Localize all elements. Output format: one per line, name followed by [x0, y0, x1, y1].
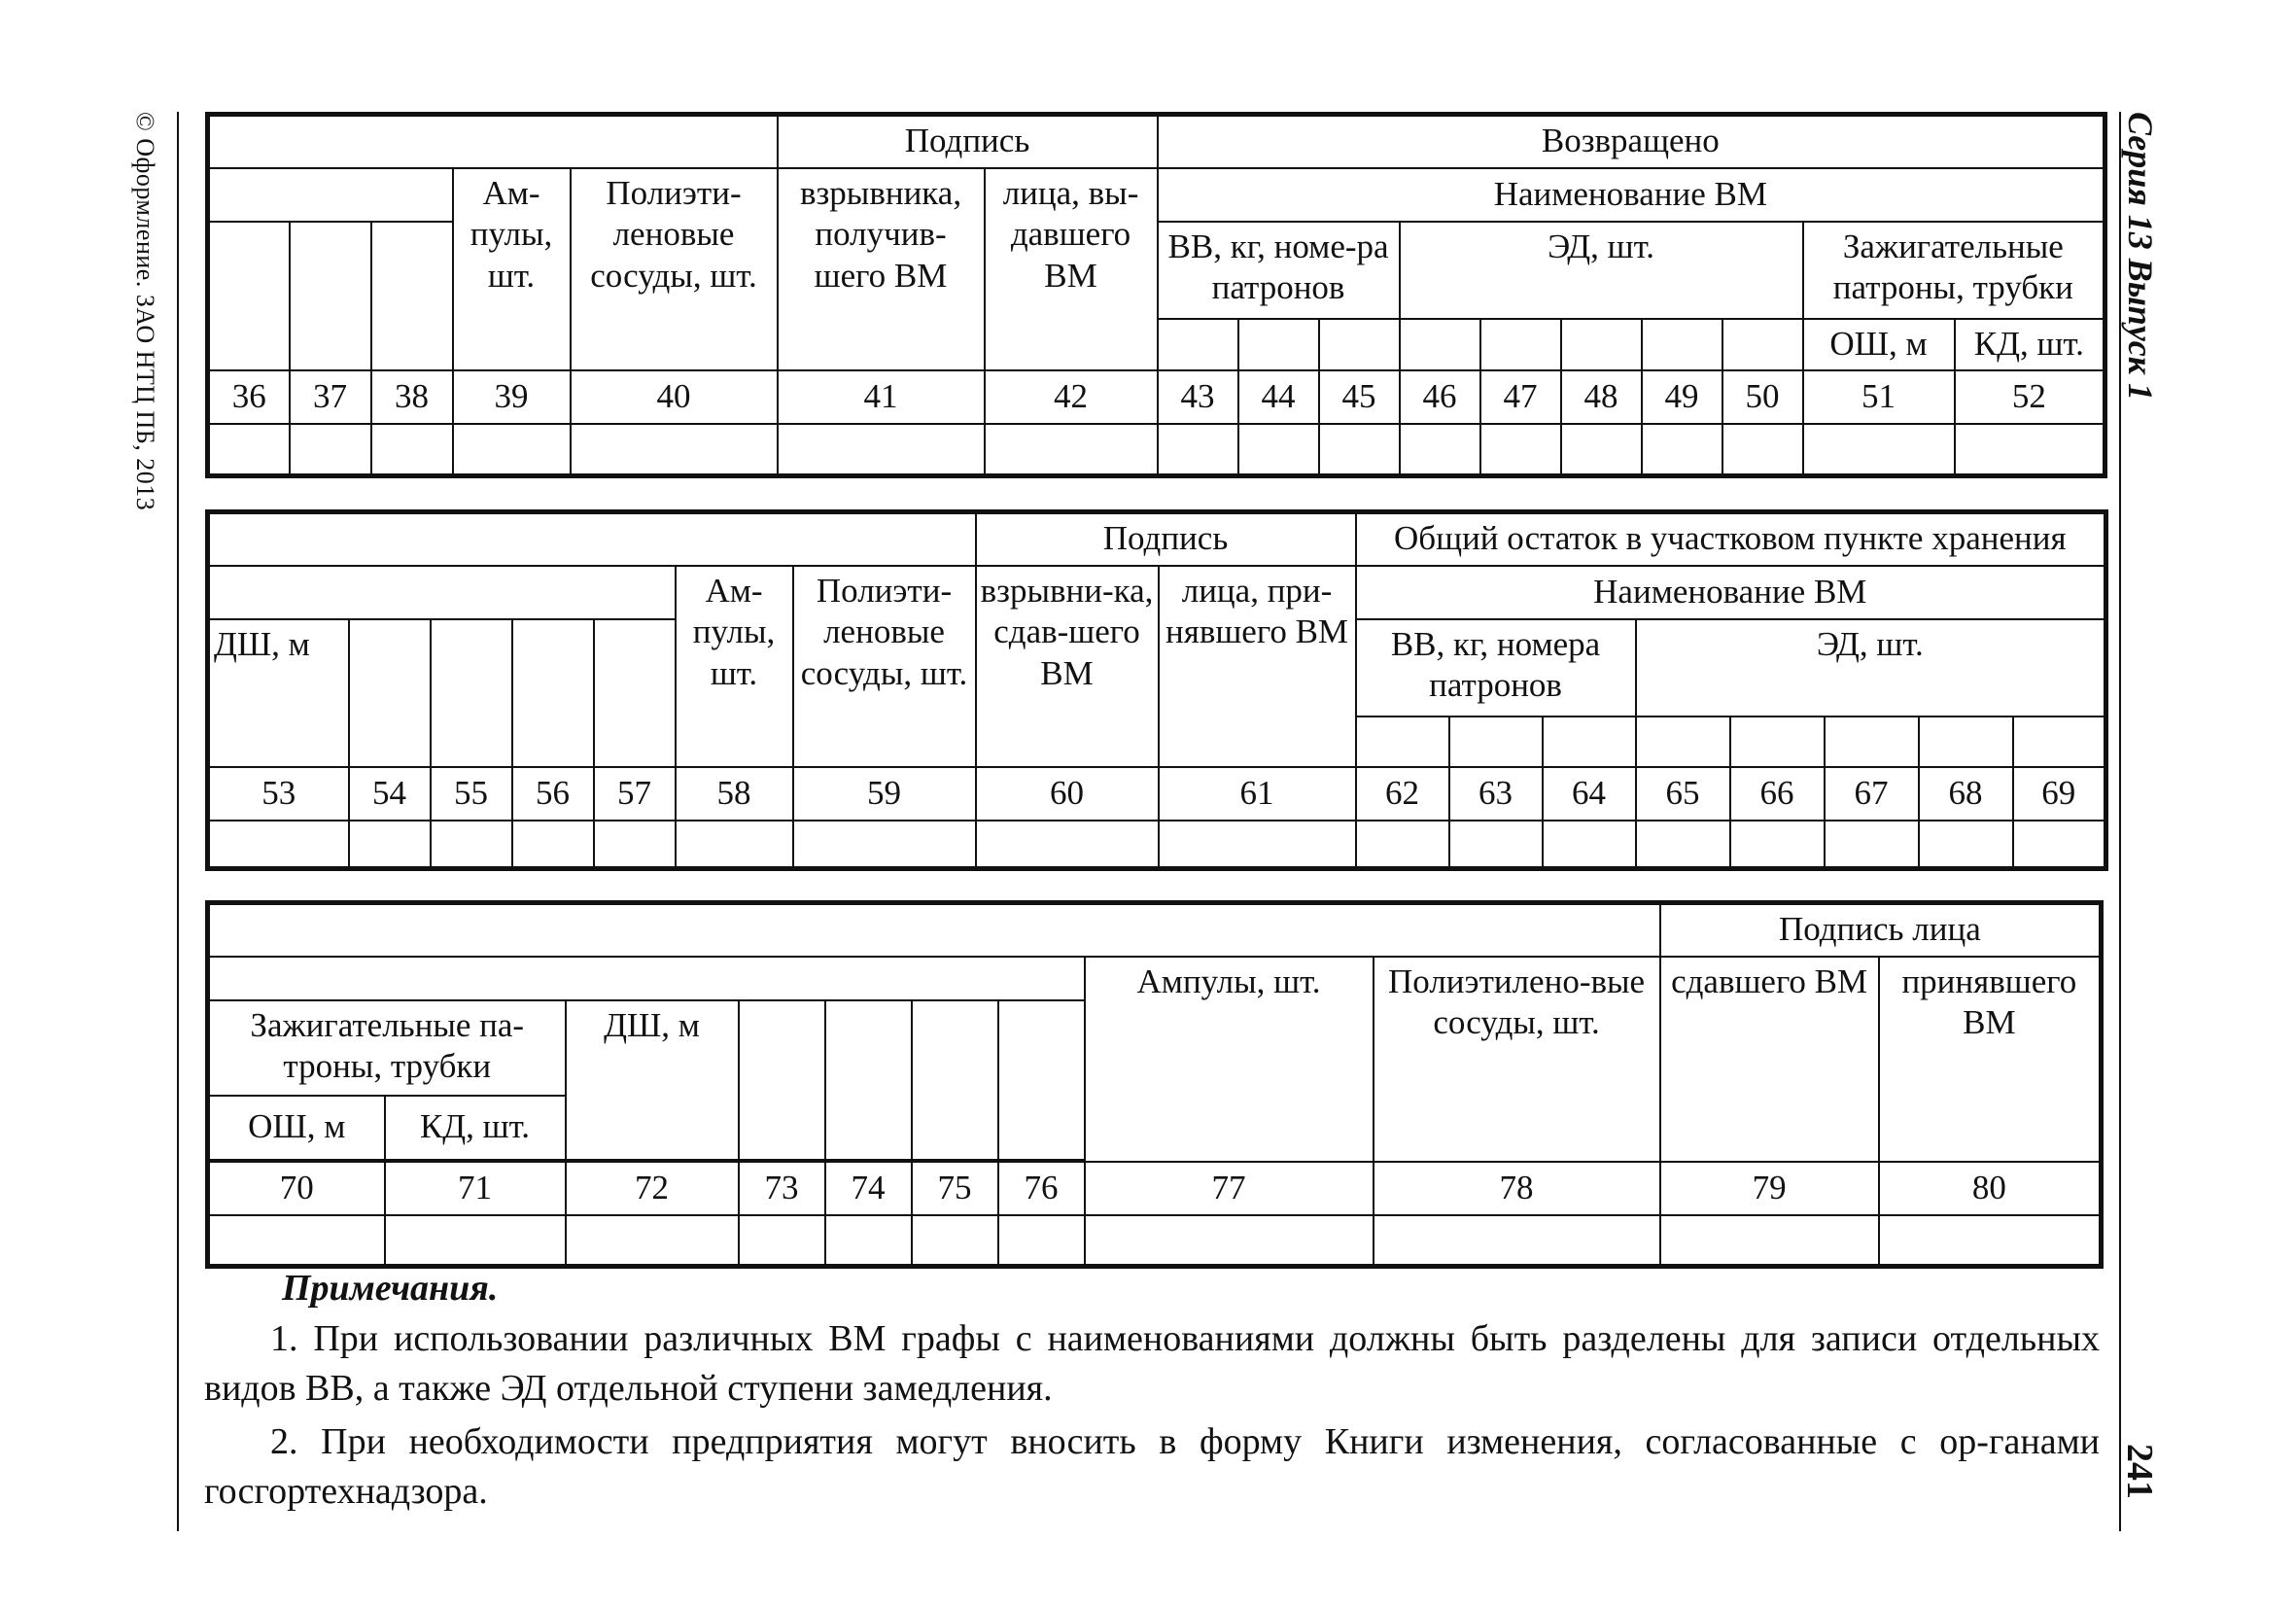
t3-ampoules-header: Ампулы, шт. — [1085, 957, 1374, 1162]
t1-sub-43 — [1158, 319, 1238, 370]
t3-blank-col-76 — [998, 1000, 1085, 1160]
t2-entry-row — [208, 821, 2106, 869]
t3-blank-cell — [208, 957, 1085, 1000]
t2-sub-64 — [1543, 717, 1636, 767]
t2-colnum-63: 63 — [1449, 767, 1543, 821]
t1-colnum-40: 40 — [571, 370, 778, 424]
t3-accepted-header: принявшего ВМ — [1879, 957, 2102, 1162]
t2-sub-65 — [1636, 717, 1730, 767]
table-returned — [205, 112, 2107, 478]
t1-colnum-43: 43 — [1158, 370, 1238, 424]
t1-colnum-48: 48 — [1561, 370, 1642, 424]
copyright-margin — [115, 112, 173, 540]
t2-colnum-54: 54 — [349, 767, 431, 821]
t3-kd-header: КД, шт. — [385, 1096, 566, 1160]
t1-colnum-45: 45 — [1319, 370, 1400, 424]
t2-colnum-64: 64 — [1543, 767, 1636, 821]
t3-osh-header: ОШ, м — [208, 1096, 385, 1160]
t3-colnum-75: 75 — [912, 1162, 998, 1215]
t2-blank-header — [208, 512, 976, 566]
t2-colnum-59: 59 — [793, 767, 976, 821]
note-1: 1. При использовании различных ВМ графы с наименованиями должны быть разделены для записи отдельных видов ВВ, а также ЭД отдельной ступени замедления. — [204, 1318, 2100, 1410]
table-storage-balance — [205, 509, 2108, 871]
t2-colnum-66: 66 — [1730, 767, 1825, 821]
t1-sig-blaster-header: взрывника, получив-шего ВМ — [778, 168, 985, 370]
t1-colnum-50: 50 — [1722, 370, 1803, 424]
t2-signature-header: Подпись — [976, 512, 1356, 566]
t2-sub-66 — [1730, 717, 1825, 767]
t2-sub-69 — [2013, 717, 2106, 767]
t2-colnum-69: 69 — [2013, 767, 2106, 821]
t3-blank-col-73 — [739, 1000, 825, 1160]
t3-entry-row — [208, 1215, 2102, 1267]
t1-sig-issuer-header: лица, вы-давшего ВМ — [985, 168, 1158, 370]
t1-blank-col-38 — [371, 222, 453, 370]
t1-sub-50 — [1722, 319, 1803, 370]
notes-title: Примечания. — [282, 1268, 499, 1309]
t1-colnum-42: 42 — [985, 370, 1158, 424]
t1-entry-row — [208, 424, 2105, 476]
t3-blank-header — [208, 903, 1660, 957]
t3-colnum-71: 71 — [385, 1162, 566, 1215]
t3-signature-person-header: Подпись лица — [1660, 903, 2102, 957]
t2-colnum-53: 53 — [208, 767, 349, 821]
t2-colnum-57: 57 — [594, 767, 676, 821]
t1-blank-col-36 — [208, 222, 290, 370]
t1-igniter-header: Зажигательные патроны, трубки — [1803, 222, 2105, 319]
table-signature-person — [205, 900, 2104, 1269]
t1-blank-col-37 — [290, 222, 371, 370]
t1-colnum-46: 46 — [1400, 370, 1480, 424]
t2-poly-header: Полиэти-леновые сосуды, шт. — [793, 566, 976, 767]
t1-osh-header: ОШ, м — [1803, 319, 1955, 370]
t1-colnum-52: 52 — [1955, 370, 2105, 424]
t2-colnum-56: 56 — [512, 767, 594, 821]
t2-colnum-60: 60 — [976, 767, 1159, 821]
t1-signature-header: Подпись — [778, 115, 1158, 168]
t3-colnum-73: 73 — [739, 1162, 825, 1215]
t1-blank-cell — [208, 168, 453, 222]
t1-colnum-49: 49 — [1642, 370, 1722, 424]
t2-ampoules-header: Ам-пулы, шт. — [676, 566, 793, 767]
t3-dsh-header: ДШ, м — [566, 1000, 739, 1160]
t1-kd-header: КД, шт. — [1955, 319, 2105, 370]
t1-ampoules-header: Ам-пулы, шт. — [453, 168, 571, 370]
t2-sig-receiver-header: лица, при-нявшего ВМ — [1159, 566, 1356, 767]
t2-balance-header: Общий остаток в участковом пункте хранения — [1356, 512, 2106, 566]
t1-poly-header: Полиэти-леновые сосуды, шт. — [571, 168, 778, 370]
t1-colnum-51: 51 — [1803, 370, 1955, 424]
t3-colnum-72: 72 — [566, 1162, 739, 1215]
t3-igniter-header: Зажигательные па-троны, трубки — [208, 1000, 566, 1096]
page-number: 241 — [2119, 1444, 2160, 1499]
t2-sub-62 — [1356, 717, 1449, 767]
copyright-text: © Оформление. ЗАО НТЦ ПБ, 2013 — [131, 112, 159, 511]
t2-dsh-header: ДШ, м — [208, 619, 349, 767]
t3-colnum-74: 74 — [825, 1162, 912, 1215]
t3-blank-col-75 — [912, 1000, 998, 1160]
t2-colnum-68: 68 — [1919, 767, 2013, 821]
t1-sub-44 — [1238, 319, 1319, 370]
t2-sub-63 — [1449, 717, 1543, 767]
t3-blank-col-74 — [825, 1000, 912, 1160]
t1-sub-47 — [1480, 319, 1561, 370]
t2-blank-col-54 — [349, 619, 431, 767]
t1-blank-header — [208, 115, 778, 168]
t1-colnum-38: 38 — [371, 370, 453, 424]
t2-vv-header: ВВ, кг, номера патронов — [1356, 619, 1636, 717]
series-label: Серия 13 Выпуск 1 — [2121, 112, 2160, 402]
t3-colnum-80: 80 — [1879, 1162, 2102, 1215]
t3-colnum-79: 79 — [1660, 1162, 1879, 1215]
t1-sub-48 — [1561, 319, 1642, 370]
t2-blank-col-56 — [512, 619, 594, 767]
t1-sub-49 — [1642, 319, 1722, 370]
t1-colnum-44: 44 — [1238, 370, 1319, 424]
t1-colnum-41: 41 — [778, 370, 985, 424]
t1-ed-header: ЭД, шт. — [1400, 222, 1803, 319]
t3-colnum-70: 70 — [208, 1162, 385, 1215]
t2-colnum-62: 62 — [1356, 767, 1449, 821]
t3-colnum-78: 78 — [1374, 1162, 1660, 1215]
t2-ed-header: ЭД, шт. — [1636, 619, 2106, 717]
note-2: 2. При необходимости предприятия могут вносить в форму Книги изменения, согласованные с ор-ганами госгортехнадзора. — [204, 1421, 2100, 1513]
t2-sub-67 — [1825, 717, 1919, 767]
t3-poly-header: Полиэтилено-вые сосуды, шт. — [1374, 957, 1660, 1162]
t2-blank-col-55 — [431, 619, 512, 767]
t3-handed-header: сдавшего ВМ — [1660, 957, 1879, 1162]
t1-colnum-39: 39 — [453, 370, 571, 424]
t2-colnum-55: 55 — [431, 767, 512, 821]
t2-blank-col-57 — [594, 619, 676, 767]
t3-colnum-77: 77 — [1085, 1162, 1374, 1215]
t2-colnum-67: 67 — [1825, 767, 1919, 821]
t2-blank-cell — [208, 566, 676, 619]
series-margin — [2114, 112, 2173, 1531]
t2-colnum-58: 58 — [676, 767, 793, 821]
t1-vm-name-header: Наименование ВМ — [1158, 168, 2105, 222]
t1-sub-46 — [1400, 319, 1480, 370]
t2-colnum-65: 65 — [1636, 767, 1730, 821]
t1-vv-header: ВВ, кг, номе-ра патронов — [1158, 222, 1400, 319]
t2-vm-name-header: Наименование ВМ — [1356, 566, 2106, 619]
t1-sub-45 — [1319, 319, 1400, 370]
t1-returned-header: Возвращено — [1158, 115, 2105, 168]
left-margin-rule — [177, 112, 179, 1531]
t2-colnum-61: 61 — [1159, 767, 1356, 821]
t2-sig-blaster-header: взрывни-ка, сдав-шего ВМ — [976, 566, 1159, 767]
t1-colnum-37: 37 — [290, 370, 371, 424]
t1-colnum-36: 36 — [208, 370, 290, 424]
t1-colnum-47: 47 — [1480, 370, 1561, 424]
t2-sub-68 — [1919, 717, 2013, 767]
t3-colnum-76: 76 — [998, 1162, 1085, 1215]
